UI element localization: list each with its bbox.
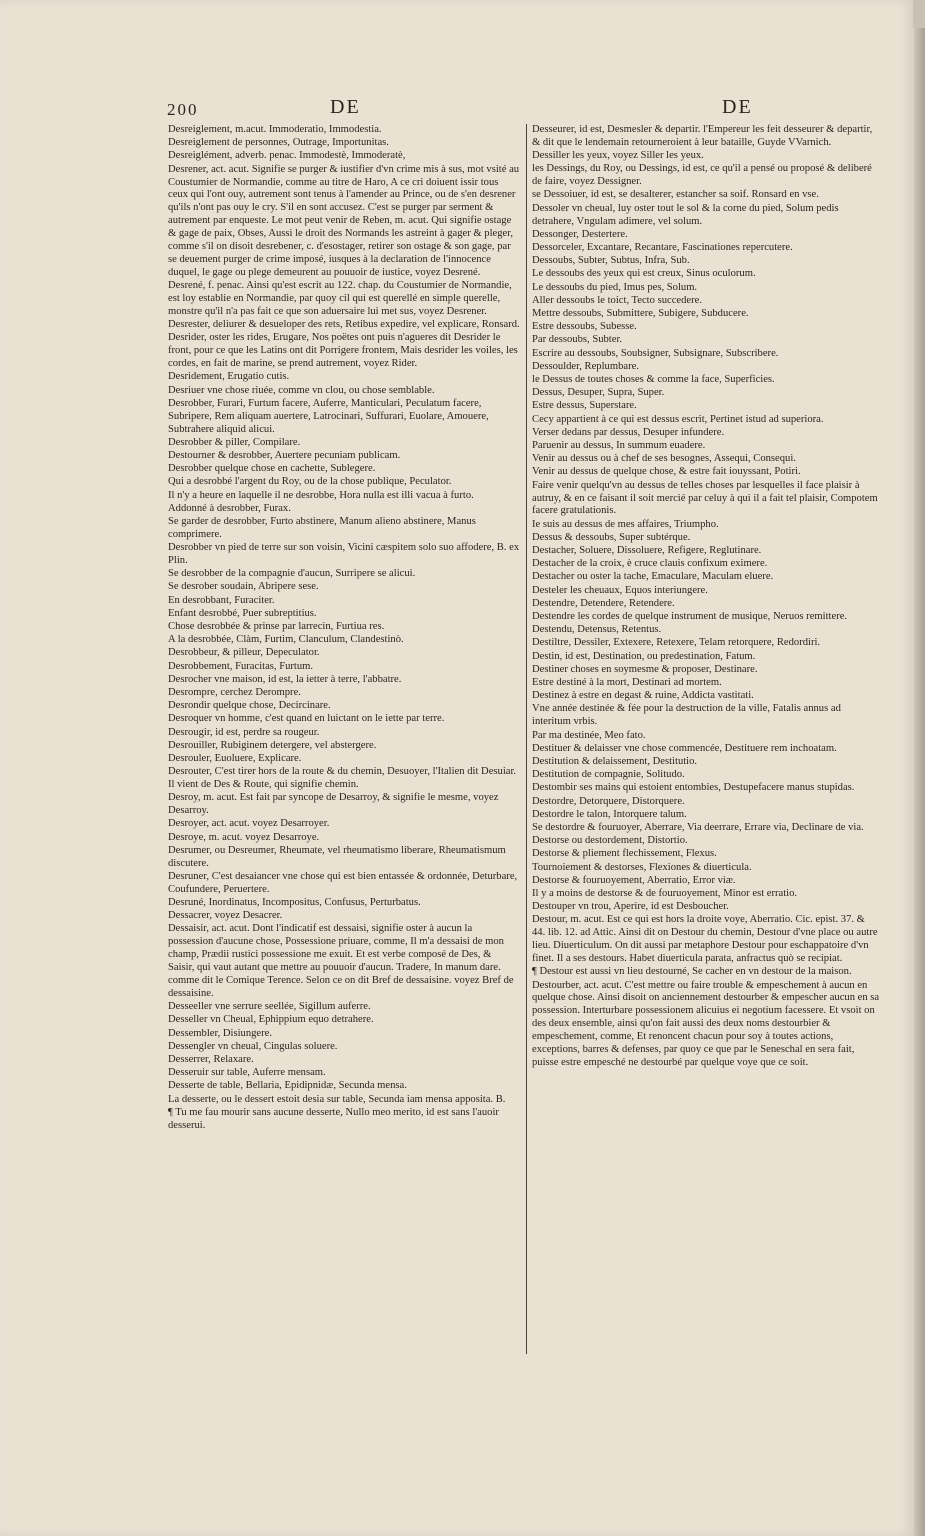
dictionary-entry: Destorse ou destordement, Distortio.: [532, 835, 688, 847]
dictionary-entry: Desrobber, Furari, Furtum facere, Auferre, Manticulari, Peculatum facere, Subripere, Rem aliquam auertere, Latrocinari, Suffurari, Euolare, Amouere, Subtrahere aliquid alicui.: [168, 397, 489, 435]
dictionary-entry: Destin, id est, Destination, ou predestination, Fatum.: [532, 650, 756, 662]
dictionary-entry: Dessoler vn cheual, luy oster tout le sol & la corne du pied, Solum pedis detrahere, Vngulam adimere, vel solum.: [532, 202, 839, 227]
dictionary-entry: Destendre, Detendere, Retendere.: [532, 597, 675, 609]
dictionary-entry: Desseruir sur table, Auferre mensam.: [168, 1067, 326, 1079]
dictionary-entry: Destacher de la croix, è cruce clauis confixum eximere.: [532, 558, 768, 570]
dictionary-entry: Dessengler vn cheual, Cingulas soluere.: [168, 1040, 338, 1052]
dictionary-entry: Estre destiné à la mort, Destinari ad mortem.: [532, 677, 722, 689]
dictionary-entry: Dessoubs, Subter, Subtus, Infra, Sub.: [532, 255, 690, 267]
dictionary-entry: Cecy appartient à ce qui est dessus escrit, Pertinet istud ad superiora.: [532, 413, 824, 425]
right-column: [532, 124, 880, 1070]
dictionary-entry: Desseeller vne serrure seellée, Sigillum auferre.: [168, 1001, 371, 1013]
dictionary-entry: Destacher, Soluere, Dissoluere, Refigere, Reglutinare.: [532, 545, 762, 557]
dictionary-entry: Desreiglement, m.acut. Immoderatio, Immodestia.: [168, 124, 382, 135]
dictionary-entry: Desriuer vne chose riuée, comme vn clou, ou chose semblable.: [168, 384, 435, 396]
right-running-head: DE: [722, 96, 753, 118]
dictionary-entry: Le dessoubs des yeux qui est creux, Sinus oculorum.: [532, 268, 756, 280]
dictionary-entry: Dessus, Desuper, Supra, Super.: [532, 387, 665, 399]
dictionary-entry: Destiltre, Dessiler, Extexere, Retexere, Telam retorquere, Redordiri.: [532, 637, 821, 649]
dictionary-entry: Desrobber quelque chose en cachette, Sublegere.: [168, 463, 376, 475]
dictionary-entry: Desrondir quelque chose, Decircinare.: [168, 700, 331, 712]
dictionary-entry: Dessacrer, voyez Desacrer.: [168, 910, 283, 922]
dictionary-entry: Destouper vn trou, Aperire, id est Desboucher.: [532, 901, 729, 913]
dictionary-entry: les Dessings, du Roy, ou Dessings, id est, ce qu'il a pensé ou proposé & deliberé de faire, voyez Dessigner.: [532, 163, 872, 188]
dictionary-entry: Desseurer, id est, Desmesler & departir. l'Empereur les feit desseurer & departir, & dit que le lendemain retourneroient à leur bataille, Guyde VVarnich.: [532, 124, 873, 148]
dictionary-entry: ¶ Destour est aussi vn lieu destourné, Se cacher en vn destour de la maison.: [532, 966, 852, 978]
dictionary-entry: Desrobber & piller, Compilare.: [168, 436, 301, 448]
dictionary-entry: Escrire au dessoubs, Soubsigner, Subsignare, Subscribere.: [532, 347, 779, 359]
dictionary-entry: Destourner & desrobber, Auertere pecuniam publicam.: [168, 449, 401, 461]
dictionary-entry: Desrester, deliurer & desueloper des rets, Retibus expedire, vel explicare, Ronsard.: [168, 319, 520, 331]
dictionary-entry: Qui a desrobbé l'argent du Roy, ou de la chose publique, Peculator.: [168, 476, 452, 488]
column-divider: [526, 124, 527, 1354]
dictionary-entry: Estre dessus, Superstare.: [532, 400, 637, 412]
dictionary-entry: Destitution de compagnie, Solitudo.: [532, 769, 685, 781]
dictionary-entry: Desseller vn Cheual, Ephippium equo detrahere.: [168, 1014, 374, 1026]
dictionary-entry: Estre dessoubs, Subesse.: [532, 321, 637, 333]
page-number: 200: [167, 100, 199, 119]
dictionary-entry: Destorse & fouruoyement, Aberratio, Error viæ.: [532, 874, 736, 886]
dictionary-entry: Desrumer, ou Desreumer, Rheumate, vel rheumatismo liberare, Rheumatismum discutere.: [168, 844, 506, 869]
page-edge: [914, 0, 925, 1536]
dictionary-entry: le Dessus de toutes choses & comme la face, Superficies.: [532, 373, 775, 385]
dictionary-entry: Desrougir, id est, perdre sa rougeur.: [168, 726, 320, 738]
dictionary-entry: Se desrober soudain, Abripere sese.: [168, 581, 319, 593]
dictionary-entry: Desrider, oster les rides, Erugare, Nos poëtes ont puis n'agueres dit Desrider le front, pour ce que les Latins ont dit Porrigere frontem, Mais desrider les voiles, les cordes, en fait de marine, se prend autrement, voyez Rider.: [168, 332, 518, 370]
dictionary-entry: Venir au dessus de quelque chose, & estre fait iouyssant, Potiri.: [532, 466, 801, 478]
dictionary-entry: Dessoulder, Replumbare.: [532, 360, 639, 372]
dictionary-entry: Desreiglément, adverb. penac. Immodestè, Immoderatè,: [168, 150, 406, 162]
dictionary-entry: Desroy, m. acut. Est fait par syncope de Desarroy, & signifie le mesme, voyez Desarroy.: [168, 792, 499, 817]
dictionary-entry: Desserte de table, Bellaria, Epidipnidæ, Secunda mensa.: [168, 1080, 407, 1092]
dictionary-entry: Se destordre & fouruoyer, Aberrare, Via deerrare, Errare via, Declinare de via.: [532, 821, 864, 833]
dictionary-entry: Destombir ses mains qui estoient entombies, Destupefacere manus stupidas.: [532, 782, 855, 794]
dictionary-entry: Addonné à desrobber, Furax.: [168, 502, 291, 514]
dictionary-entry: Destinez à estre en degast & ruine, Addicta vastitati.: [532, 690, 754, 702]
dictionary-entry: Destour, m. acut. Est ce qui est hors la droite voye, Aberratio. Cic. epist. 37. & 44. lib. 12. ad Attic. Ainsi dit on Destour du chemin, Destour d'vne place ou autre lieu. Diuerticulum. On dit aussi par metaphore Destour pour eschappatoire d'vn finet. Il a ses destours. Habet diuerticula parata, anfractus quò se recipiat.: [532, 914, 878, 965]
dictionary-entry: Il n'y a heure en laquelle il ne desrobbe, Hora nulla est illi vacua à furto.: [168, 489, 474, 501]
dictionary-entry: Il y a moins de destorse & de fouruoyement, Minor est erratio.: [532, 888, 798, 899]
corner-tab: [913, 0, 925, 28]
dictionary-entry: Destordre, Detorquere, Distorquere.: [532, 795, 685, 807]
dictionary-entry: Par dessoubs, Subter.: [532, 334, 623, 346]
dictionary-entry: Desrobber vn pied de terre sur son voisin, Vicini cæspitem solo suo affodere, B. ex Plin.: [168, 542, 520, 566]
dictionary-entry: Dessus & dessoubs, Super subtérque.: [532, 531, 691, 543]
dictionary-entry: Desrouter, C'est tirer hors de la route & du chemin, Desuoyer, l'Italien dit Desuiar. Il vient de Des & Route, qui signifie chemin.: [168, 766, 517, 791]
dictionary-entry: Desrener, act. acut. Signifie se purger & iustifier d'vn crime mis à sus, mot vsité au Coustumier de Normandie, comme au titre de Haro, A ce cri doiuent issir tous ceux qui l'ont ouy, autrement sont tenus à l'amender au Prince, ou de s'en desrener qu'ils n'ont pas ouy le cry. S'il en sont accusez. C'est se purger par serment & autrement par enqueste. Le mot peut venir de Reben, m. acut. Qui signifie ostage & gage de paix, Obses, Aussi le droit des Normands les astreint à gager & pleger, comme s'il on disoit desrebener, c. d'esostager, retirer son ostage & son gage, par se deuement purger de crime imposé, iusques à la declaration de l'innocence duquel, le gage ou plege demeurent au pouuoir de iustice, voyez Desrené.: [168, 163, 520, 278]
dictionary-entry: Vne année destinée & fée pour la destruction de la ville, Fatalis annus ad interitum vrbis.: [532, 703, 841, 728]
dictionary-entry: A la desrobbée, Clàm, Furtim, Clanculum, Clandestinò.: [168, 634, 404, 646]
dictionary-entry: Desserrer, Relaxare.: [168, 1054, 254, 1065]
dictionary-entry: Verser dedans par dessus, Desuper infundere.: [532, 426, 725, 438]
dictionary-entry: Enfant desrobbé, Puer subreptitius.: [168, 607, 317, 619]
dictionary-entry: se Dessoiuer, id est, se desalterer, estancher sa soif. Ronsard en vse.: [532, 189, 819, 201]
dictionary-entry: Desruner, C'est desaiancer vne chose qui est bien entassée & ordonnée, Deturbare, Coufundere, Peruertere.: [168, 870, 518, 895]
dictionary-entry: Desrompre, cerchez Derompre.: [168, 686, 301, 698]
dictionary-entry: Ie suis au dessus de mes affaires, Triumpho.: [532, 518, 719, 530]
dictionary-entry: Destordre le talon, Intorquere talum.: [532, 808, 687, 820]
dictionary-entry: Tournoiement & destorses, Flexiones & diuerticula.: [532, 861, 752, 873]
dictionary-entry: Aller dessoubs le toict, Tecto succedere.: [532, 294, 702, 306]
dictionary-entry: Dessorceler, Excantare, Recantare, Fascinationes repercutere.: [532, 241, 793, 253]
dictionary-entry: Destiner choses en soymesme & proposer, Destinare.: [532, 663, 758, 675]
dictionary-entry: Destituer & delaisser vne chose commencée, Destituere rem inchoatam.: [532, 742, 837, 754]
dictionary-entry: Desroquer vn homme, c'est quand en luictant on le iette par terre.: [168, 713, 445, 725]
dictionary-entry: Destacher ou oster la tache, Emaculare, Maculam eluere.: [532, 571, 774, 583]
dictionary-entry: Dessiller les yeux, voyez Siller les yeux.: [532, 150, 704, 162]
dictionary-entry: Chose desrobbée & prinse par larrecin, Furtiua res.: [168, 620, 385, 632]
dictionary-entry: Le dessoubs du pied, Imus pes, Solum.: [532, 281, 698, 293]
dictionary-entry: Destorse & pliement flechissement, Flexus.: [532, 848, 717, 860]
dictionary-entry: Desreiglement de personnes, Outrage, Importunitas.: [168, 137, 389, 149]
dictionary-entry: Destendu, Detensus, Retentus.: [532, 624, 662, 636]
left-running-head: DE: [330, 96, 361, 118]
dictionary-entry: Faire venir quelqu'vn au dessus de telles choses par lesquelles il face plaisir à autruy, & en ce faisant il soit mercié par celuy à qui il a fait tel plaisir, Compotem facere gratulationis.: [532, 479, 878, 517]
dictionary-entry: Par ma destinée, Meo fato.: [532, 729, 646, 741]
dictionary-entry: La desserte, ou le dessert estoit desia sur table, Secunda iam mensa apposita. B.: [168, 1093, 506, 1105]
dictionary-entry: Desrené, f. penac. Ainsi qu'est escrit au 122. chap. du Coustumier de Normandie, est loy establie en Normandie, par quoy cil qui est querellé en simple querelle, monstre qu'il n'a pas fait ce que son aduersaire lui met sus, voyez Desrener.: [168, 280, 512, 317]
dictionary-entry: Se desrobber de la compagnie d'aucun, Surripere se alicui.: [168, 568, 416, 580]
dictionary-entry: Mettre dessoubs, Submittere, Subigere, Subducere.: [532, 307, 749, 319]
dictionary-entry: Desruné, Inordinatus, Incompositus, Confusus, Perturbatus.: [168, 897, 421, 909]
dictionary-entry: Desrouiller, Rubiginem detergere, vel abstergere.: [168, 739, 377, 751]
dictionary-entry: Desrocher vne maison, id est, la ietter à terre, l'abbatre.: [168, 673, 402, 685]
dictionary-entry: Venir au dessus ou à chef de ses besognes, Assequi, Consequi.: [532, 453, 796, 465]
dictionary-entry: Paruenir au dessus, In summum euadere.: [532, 439, 706, 451]
dictionary-entry: ¶ Tu me fau mourir sans aucune desserte, Nullo meo merito, id est sans l'auoir desserui.: [168, 1106, 499, 1131]
dictionary-entry: Dessembler, Disiungere.: [168, 1027, 273, 1039]
dictionary-entry: Desrobbeur, & pilleur, Depeculator.: [168, 647, 320, 659]
dictionary-entry: Desroye, m. acut. voyez Desarroye.: [168, 831, 320, 843]
dictionary-entry: Desridement, Erugatio cutis.: [168, 371, 290, 383]
dictionary-entry: Desrobbement, Furacitas, Furtum.: [168, 660, 314, 672]
dictionary-entry: Dessonger, Destertere.: [532, 228, 628, 240]
dictionary-entry: Destitution & delaissement, Destitutio.: [532, 755, 698, 767]
dictionary-entry: Desroyer, act. acut. voyez Desarroyer.: [168, 818, 330, 830]
left-column: [168, 124, 520, 1133]
dictionary-entry: Se garder de desrobber, Furto abstinere, Manum alieno abstinere, Manus comprimere.: [168, 515, 476, 540]
dictionary-entry: Desteler les cheuaux, Equos interiungere.: [532, 584, 708, 596]
dictionary-entry: En desrobbant, Furaciter.: [168, 594, 275, 606]
dictionary-entry: Destourber, act. acut. C'est mettre ou faire trouble & empeschement à aucun en quelque chose. Ainsi disoit on anciennement destourber & empescher aucun en sa possession. Interturbare possessionem alicuius ei negotium facessere. Et vsoit on des deux ensemble, ainsi qu'on fait aussi des deux noms destourbier & empeschement, comme, Et renoncent chacun pour soy à toutes actions, exceptions, barres & defenses, par quoy ce que par le Seneschal en sera fait, puisse estre empesché ne destourbé par quelque voye que ce soit.: [532, 979, 880, 1068]
dictionary-entry: Destendre les cordes de quelque instrument de musique, Neruos remittere.: [532, 611, 848, 623]
dictionary-entry: Desrouler, Euoluere, Explicare.: [168, 753, 302, 764]
dictionary-entry: Dessaisir, act. acut. Dont l'indicatif est dessaisi, signifie oster à aucun la possession d'aucune chose, Possessione priuare, comme, Il m'a dessaisi de mon champ, Prædii rustici possessione me exuit. Et est verbe composé de Des, & Saisir, qui vaut autant que mettre au pouuoir d'aucun. Tradere, In manum dare. comme dit le Comique Terence. Selon ce on dit Bref de dessaisine. voyez Bref de dessaisine.: [168, 923, 514, 999]
